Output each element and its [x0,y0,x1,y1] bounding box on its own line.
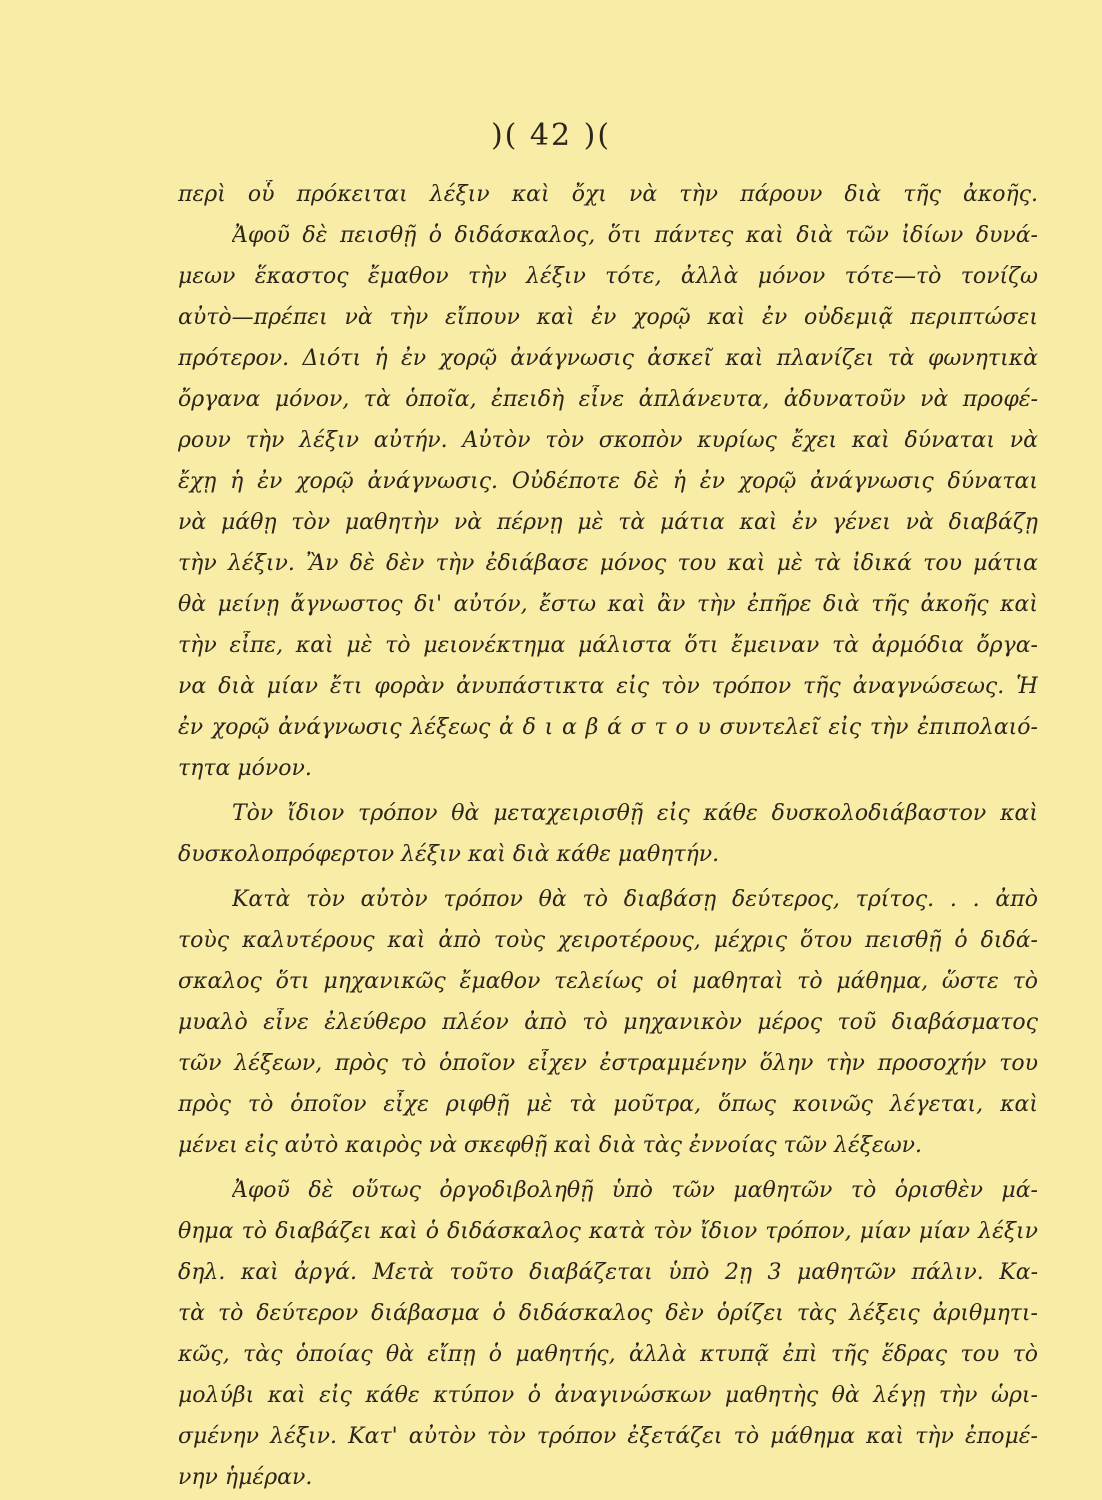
text-line: ἔχῃ ἡ ἐν χορῷ ἀνάγνωσις. Οὐδέποτε δὲ ἡ ἐν χορῷ ἀνάγνωσις δύναται [178,469,1038,494]
text-line: Κατὰ τὸν αὐτὸν τρόπον θὰ τὸ διαβάσῃ δεύτερος, τρίτος. . . ἀπὸ [232,887,1038,912]
text-line: σκαλος ὅτι μηχανικῶς ἔμαθον τελείως οἱ μαθηταὶ τὸ μάθημα, ὥστε τὸ [178,969,1038,994]
text-line: τῶν λέξεων, πρὸς τὸ ὁποῖον εἶχεν ἐστραμμένην ὅλην τὴν προσοχήν του [178,1051,1038,1076]
text-line: δυσκολοπρόφερτον λέξιν καὶ διὰ κάθε μαθητήν. [178,842,720,867]
text-line: τοὺς καλυτέρους καὶ ἀπὸ τοὺς χειροτέρους, μέχρις ὅτου πεισθῇ ὁ διδά- [178,928,1038,953]
text-line: τὴν λέξιν. Ἂν δὲ δὲν τὴν ἐδιάβασε μόνος του καὶ μὲ τὰ ἰδικά του μάτια [178,551,1038,576]
text-line: τὴν εἶπε, καὶ μὲ τὸ μειονέκτημα μάλιστα ὅτι ἔμειναν τὰ ἀρμόδια ὄργα- [178,633,1038,658]
text-line: μυαλὸ εἶνε ἐλεύθερο πλέον ἀπὸ τὸ μηχανικὸν μέρος τοῦ διαβάσματος [178,1010,1038,1035]
text-line: μολύβι καὶ εἰς κάθε κτύπον ὁ ἀναγινώσκων μαθητὴς θὰ λέγῃ τὴν ὡρι- [178,1383,1038,1408]
text-line: ρουν τὴν λέξιν αὐτήν. Αὐτὸν τὸν σκοπὸν κυρίως ἔχει καὶ δύναται νὰ [178,428,1038,453]
text-line: μένει εἰς αὐτὸ καιρὸς νὰ σκεφθῇ καὶ διὰ τὰς ἐννοίας τῶν λέξεων. [178,1133,923,1158]
text-line: περὶ οὗ πρόκειται λέξιν καὶ ὄχι νὰ τὴν πάρουν διὰ τῆς ἀκοῆς. [178,182,1038,207]
text-line: πρὸς τὸ ὁποῖον εἶχε ριφθῇ μὲ τὰ μοῦτρα, ὅπως κοινῶς λέγεται, καὶ [178,1092,1038,1117]
text-line: τὰ τὸ δεύτερον διάβασμα ὁ διδάσκαλος δὲν ὁρίζει τὰς λέξεις ἀριθμητι- [178,1301,1038,1326]
text-line: μεων ἕκαστος ἔμαθον τὴν λέξιν τότε, ἀλλὰ μόνον τότε—τὸ τονίζω [178,264,1038,289]
text-line: θὰ μείνῃ ἄγνωστος δι' αὐτόν, ἔστω καὶ ἂν τὴν ἐπῆρε διὰ τῆς ἀκοῆς καὶ [178,592,1038,617]
text-line: κῶς, τὰς ὁποίας θὰ εἴπῃ ὁ μαθητής, ἀλλὰ κτυπᾷ ἐπὶ τῆς ἕδρας του τὸ [178,1342,1038,1367]
text-line: πρότερον. Διότι ἡ ἐν χορῷ ἀνάγνωσις ἀσκεῖ καὶ πλανίζει τὰ φωνητικὰ [178,346,1038,371]
text-line: Τὸν ἴδιον τρόπον θὰ μεταχειρισθῇ εἰς κάθε δυσκολοδιάβαστον καὶ [232,801,1038,826]
text-line: νὰ μάθῃ τὸν μαθητὴν νὰ πέρνῃ μὲ τὰ μάτια καὶ ἐν γένει νὰ διαβάζῃ [178,510,1038,535]
text-line: τητα μόνον. [178,756,312,781]
text-line: Ἀφοῦ δὲ πεισθῇ ὁ διδάσκαλος, ὅτι πάντες καὶ διὰ τῶν ἰδίων δυνά- [232,223,1038,248]
text-line: ὄργανα μόνον, τὰ ὁποῖα, ἐπειδὴ εἶνε ἀπλάνευτα, ἀδυνατοῦν νὰ προφέ- [178,387,1038,412]
page-number: )( 42 )( [490,118,612,153]
text-line: αὐτὸ—πρέπει νὰ τὴν εἴπουν καὶ ἐν χορῷ καὶ ἐν οὐδεμιᾷ περιπτώσει [178,305,1038,330]
text-line: δηλ. καὶ ἀργά. Μετὰ τοῦτο διαβάζεται ὑπὸ 2ῃ 3 μαθητῶν πάλιν. Κα- [178,1260,1038,1285]
text-line: Ἀφοῦ δὲ οὕτως ὀργοδιβοληθῇ ὑπὸ τῶν μαθητῶν τὸ ὁρισθὲν μά- [232,1178,1038,1203]
text-line: να διὰ μίαν ἔτι φορὰν ἀνυπάστικτα εἰς τὸν τρόπον τῆς ἀναγνώσεως. Ἡ [178,674,1038,699]
text-line: νην ἡμέραν. [178,1465,313,1490]
text-line: ἐν χορῷ ἀνάγνωσις λέξεως ἀ δ ι α β ά σ τ ο υ συντελεῖ εἰς τὴν ἐπιπολαιό- [178,715,1038,740]
text-line: σμένην λέξιν. Κατ' αὐτὸν τὸν τρόπον ἐξετάζει τὸ μάθημα καὶ τὴν ἐπομέ- [178,1424,1038,1449]
text-line: θημα τὸ διαβάζει καὶ ὁ διδάσκαλος κατὰ τὸν ἴδιον τρόπον, μίαν μίαν λέξιν [178,1219,1038,1244]
